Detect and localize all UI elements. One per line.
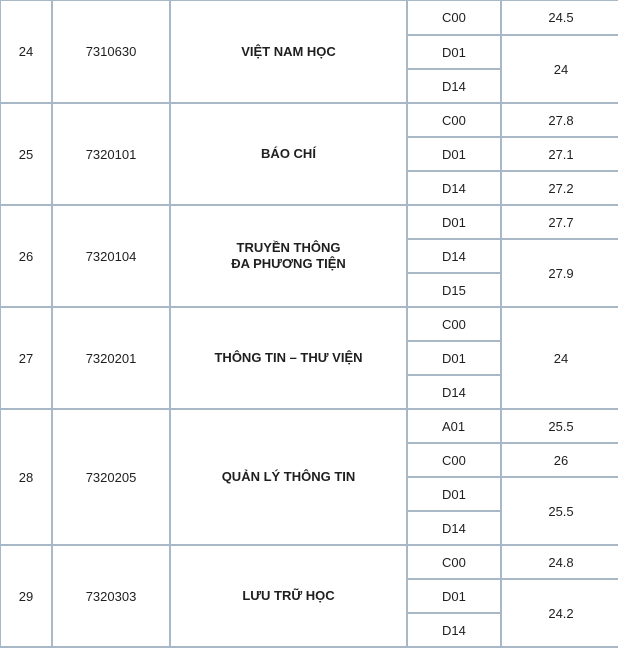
- major-code: 7320201: [52, 307, 170, 409]
- major-name: VIỆT NAM HỌC: [170, 0, 407, 103]
- subject-combo: D14: [407, 375, 501, 409]
- score-cell: 24: [501, 307, 618, 409]
- subject-combo: D14: [407, 69, 501, 103]
- row-number: 27: [0, 307, 52, 409]
- major-name: LƯU TRỮ HỌC: [170, 545, 407, 647]
- score-cell: 27.1: [501, 137, 618, 171]
- score-cell: 24.5: [501, 0, 618, 35]
- table-row: [0, 205, 618, 239]
- subject-combo: D01: [407, 35, 501, 69]
- subject-combo: C00: [407, 443, 501, 477]
- subject-combo: D01: [407, 341, 501, 375]
- score-cell: 24: [501, 35, 618, 103]
- row-number: 25: [0, 103, 52, 205]
- row-number: 26: [0, 205, 52, 307]
- major-code: 7310630: [52, 0, 170, 103]
- subject-combo: C00: [407, 545, 501, 579]
- row-number: 28: [0, 409, 52, 545]
- major-code: 7320104: [52, 205, 170, 307]
- subject-combo: A01: [407, 409, 501, 443]
- major-name: QUẢN LÝ THÔNG TIN: [170, 409, 407, 545]
- subject-combo: D01: [407, 477, 501, 511]
- score-cell: 27.9: [501, 239, 618, 307]
- subject-combo: D14: [407, 613, 501, 647]
- score-cell: 27.8: [501, 103, 618, 137]
- score-cell: 26: [501, 443, 618, 477]
- table-row: [0, 409, 618, 443]
- major-name: TRUYỀN THÔNG ĐA PHƯƠNG TIỆN: [170, 205, 407, 307]
- subject-combo: D01: [407, 205, 501, 239]
- row-number: 29: [0, 545, 52, 647]
- subject-combo: C00: [407, 103, 501, 137]
- table-row: [0, 0, 618, 35]
- table-row: [0, 307, 618, 341]
- subject-combo: C00: [407, 307, 501, 341]
- subject-combo: D14: [407, 171, 501, 205]
- score-cell: 24.8: [501, 545, 618, 579]
- subject-combo: C00: [407, 0, 501, 35]
- score-cell: 24.2: [501, 579, 618, 647]
- score-cell: 27.7: [501, 205, 618, 239]
- score-cell: 27.2: [501, 171, 618, 205]
- subject-combo: D14: [407, 239, 501, 273]
- table-row: [0, 103, 618, 137]
- major-code: 7320101: [52, 103, 170, 205]
- major-name: BÁO CHÍ: [170, 103, 407, 205]
- major-code: 7320303: [52, 545, 170, 647]
- subject-combo: D14: [407, 511, 501, 545]
- major-code: 7320205: [52, 409, 170, 545]
- subject-combo: D01: [407, 579, 501, 613]
- row-number: 24: [0, 0, 52, 103]
- score-cell: 25.5: [501, 409, 618, 443]
- table-row: [0, 545, 618, 579]
- major-name: THÔNG TIN – THƯ VIỆN: [170, 307, 407, 409]
- subject-combo: D01: [407, 137, 501, 171]
- subject-combo: D15: [407, 273, 501, 307]
- score-cell: 25.5: [501, 477, 618, 545]
